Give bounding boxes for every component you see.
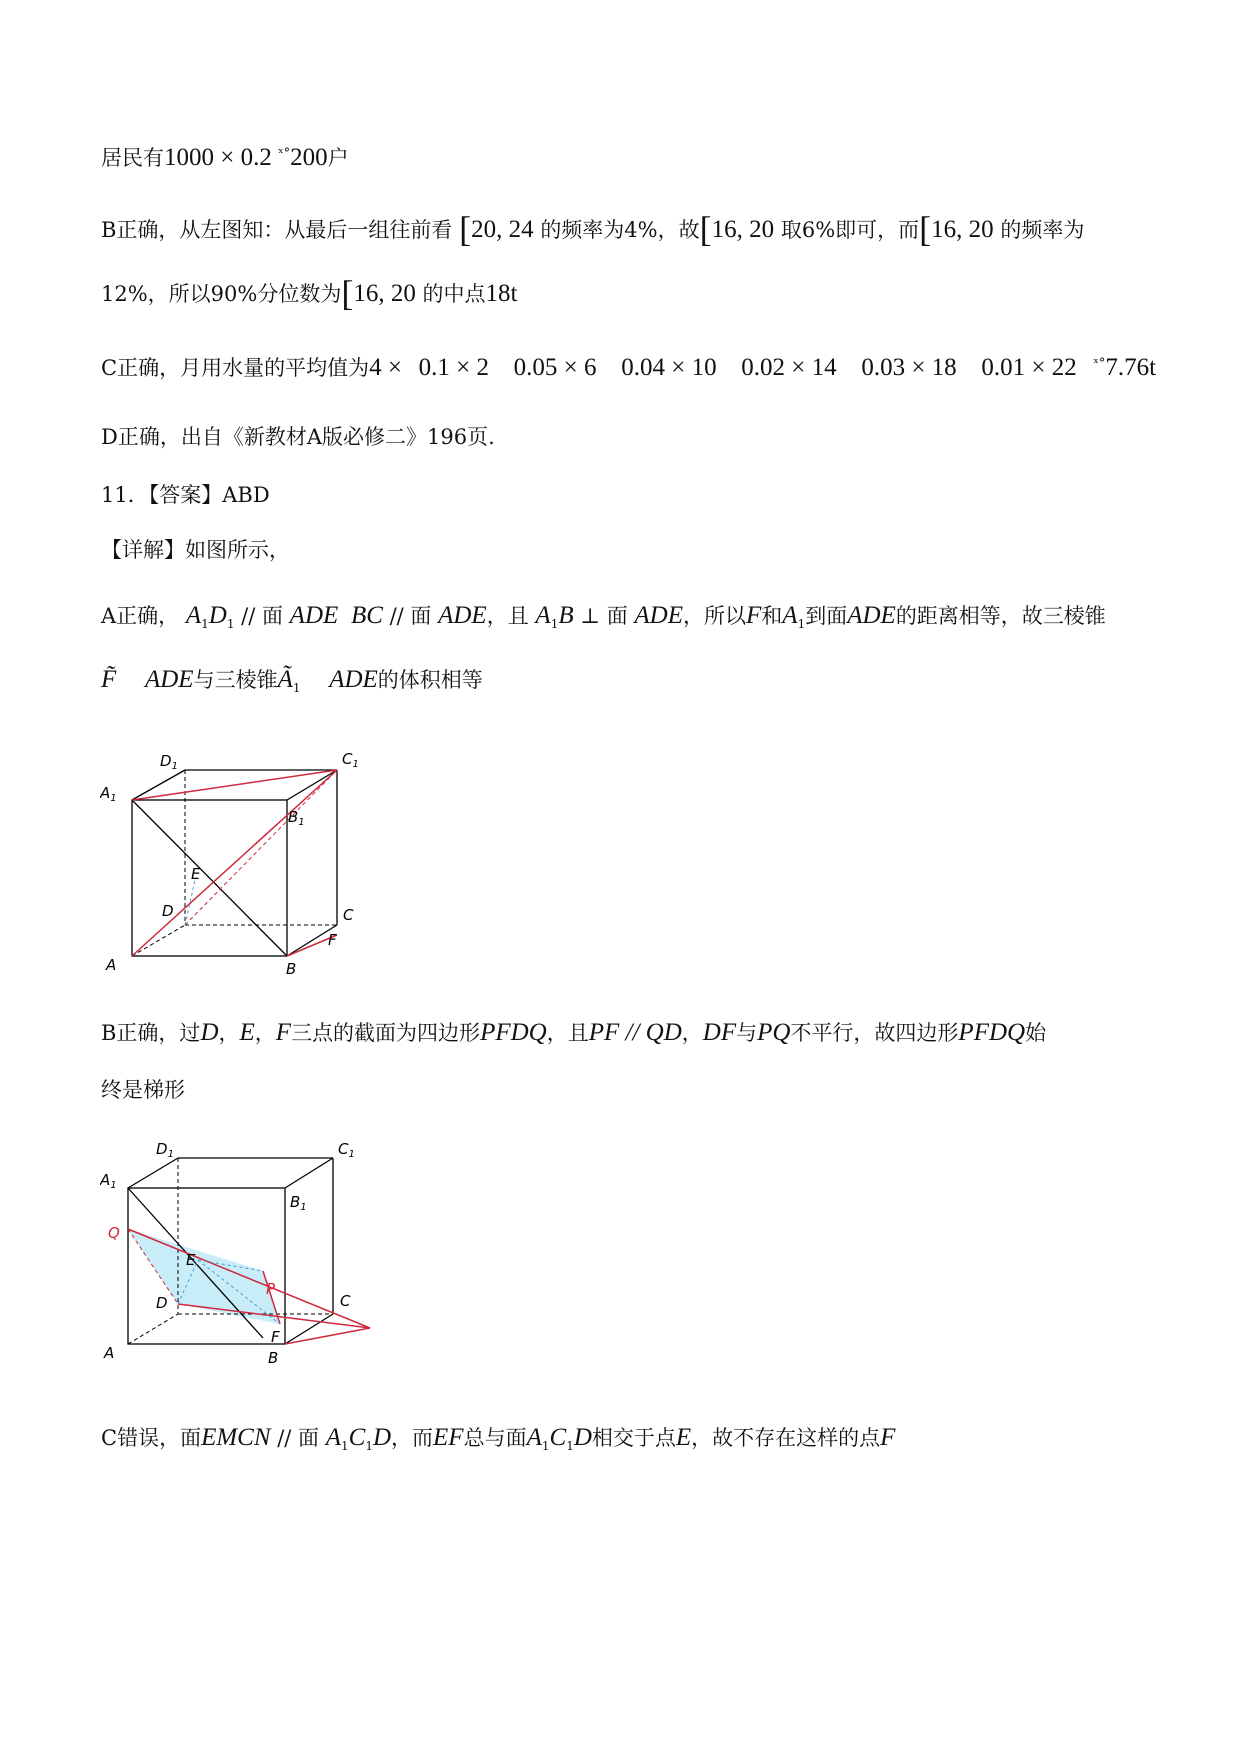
text: 与 — [736, 1021, 758, 1045]
math: EF — [433, 1424, 464, 1451]
interval-bracket: [ — [699, 209, 712, 249]
math: 200 — [290, 144, 328, 171]
math: C — [549, 1424, 567, 1451]
hidden-edge — [128, 1314, 178, 1344]
math: ADE — [438, 602, 487, 629]
line-option-c-false — [101, 1422, 895, 1455]
label-b1: $B_1$ — [288, 808, 305, 828]
math: 0.03 × 18 — [861, 354, 957, 381]
line-option-b — [101, 206, 1084, 253]
math: 0.04 × 10 — [621, 354, 717, 381]
subscript: 1 — [226, 617, 235, 632]
math: EMCN — [201, 1424, 271, 1451]
cube-figure-2 — [100, 1128, 410, 1373]
answer-line — [101, 482, 270, 509]
label-q: Q — [108, 1224, 120, 1242]
label-p: P — [266, 1280, 276, 1298]
hidden-edge — [132, 925, 185, 956]
math: PQ — [757, 1019, 791, 1046]
subscript: 1 — [292, 681, 301, 696]
label-a: A — [106, 956, 117, 974]
label-c1: $C_1$ — [338, 1140, 355, 1160]
text: // 面 — [234, 604, 290, 628]
interval: 16, 20 — [353, 280, 416, 307]
text: ， — [254, 1021, 276, 1045]
math: PF // QD — [588, 1019, 682, 1046]
math: D — [200, 1019, 219, 1046]
label-c1: $C_1$ — [342, 750, 359, 770]
math: A — [185, 602, 202, 629]
top-left-edge — [128, 1158, 178, 1188]
red-dashed — [185, 770, 337, 925]
text: 的频率为4%，故 — [540, 218, 700, 242]
interval: 16, 20 — [931, 216, 994, 243]
text: A正确， — [101, 604, 180, 628]
text: 与三棱锥 — [193, 668, 278, 692]
math: ADE — [144, 666, 194, 693]
math: A — [535, 602, 551, 629]
math: PFDQ — [958, 1019, 1026, 1046]
text: 和 — [761, 604, 783, 628]
top-right-edge — [287, 770, 337, 800]
math: 0.02 × 14 — [741, 354, 837, 381]
text: 的体积相等 — [377, 668, 483, 692]
text: ， — [681, 1021, 703, 1045]
label-b: B — [268, 1349, 279, 1367]
math: 0.05 × 6 — [513, 354, 597, 381]
text: 不平行，故四边形 — [790, 1021, 959, 1045]
text: // 面 — [270, 1426, 326, 1450]
text: 相交于点 — [591, 1426, 676, 1450]
text: ，而 — [391, 1426, 434, 1450]
line-option-c-mean — [101, 352, 1156, 385]
text: 终是梯形 — [101, 1078, 185, 1102]
text: ，故不存在这样的点 — [691, 1426, 881, 1450]
text: 到面 — [805, 604, 848, 628]
cube-figure-1 — [100, 740, 380, 980]
label-f: F — [271, 1328, 280, 1346]
math: PFDQ — [480, 1019, 547, 1046]
subscript: 1 — [341, 1439, 349, 1454]
interval-bracket: [ — [459, 209, 472, 249]
interval: 16, 20 — [711, 216, 775, 243]
text: ， — [218, 1021, 240, 1045]
math: 7.76t — [1105, 354, 1157, 381]
line-option-a — [101, 600, 1106, 633]
top-right-edge — [285, 1158, 333, 1188]
interval-bracket: [ — [919, 209, 932, 249]
math: E — [675, 1424, 692, 1451]
math: 0.01 × 22 — [981, 354, 1077, 381]
text: ⊥ 面 — [573, 604, 635, 628]
line-option-a-cont — [101, 664, 483, 697]
math: A — [325, 1424, 341, 1451]
text: 户 — [327, 146, 349, 170]
text: ，所以 — [683, 604, 746, 628]
label-d: D — [156, 1294, 168, 1312]
text: 取6%即可，而 — [780, 218, 920, 242]
math: ADE — [329, 666, 378, 693]
text: 总与面 — [463, 1426, 527, 1450]
math: F — [880, 1424, 896, 1451]
text: C正确，月用水量的平均值为 — [101, 356, 370, 380]
label-c: C — [343, 906, 354, 924]
label-f: F — [328, 931, 337, 949]
label-a1: $A_1$ — [100, 784, 117, 804]
math: 0.1 × 2 — [418, 354, 489, 381]
math: F — [746, 602, 762, 629]
text: 始 — [1025, 1021, 1047, 1045]
math: DF — [702, 1019, 737, 1046]
line-percentile — [101, 270, 518, 317]
text: 三点的截面为四边形 — [291, 1021, 481, 1045]
math: E — [239, 1019, 255, 1046]
label-a: A — [104, 1344, 115, 1362]
math: D — [208, 602, 227, 629]
text: 11．【答案】ABD — [101, 483, 270, 507]
line-option-b-section — [101, 1017, 1046, 1050]
line-option-d — [101, 424, 495, 451]
math-mark: ˣ° — [1093, 356, 1106, 371]
math: ADE — [634, 602, 683, 629]
text: ，且 — [546, 1021, 589, 1045]
diagonal-a1-b — [132, 800, 287, 956]
math: C — [348, 1424, 366, 1451]
explanation-heading — [101, 537, 290, 564]
label-e: E — [191, 865, 201, 883]
math: ADE — [847, 602, 896, 629]
math: BC — [350, 602, 383, 629]
interval-bracket: [ — [341, 273, 354, 313]
interval: 20, 24 — [471, 216, 534, 243]
label-c: C — [340, 1292, 351, 1310]
red-edge — [132, 770, 337, 956]
subscript: 1 — [541, 1439, 550, 1454]
text: B正确，过 — [101, 1021, 201, 1045]
subscript: 1 — [201, 617, 209, 632]
text: 12%，所以90%分位数为 — [101, 282, 342, 306]
math: F̃ — [101, 666, 117, 693]
math: 4 × — [369, 354, 402, 381]
text: C错误，面 — [101, 1426, 202, 1450]
label-b: B — [286, 960, 297, 978]
subscript: 1 — [797, 617, 806, 632]
math: B — [558, 602, 574, 629]
math: Ã — [277, 666, 293, 693]
math: F — [275, 1019, 292, 1046]
label-d1: $D_1$ — [156, 1140, 174, 1160]
math-mark: ˣ° — [278, 146, 291, 161]
math: 1000 × 0.2 — [164, 144, 279, 171]
label-d1: $D_1$ — [160, 752, 178, 772]
label-b1: $B_1$ — [290, 1193, 307, 1213]
math: D — [372, 1424, 392, 1451]
subscript: 1 — [566, 1439, 574, 1454]
text: 的中点 — [422, 282, 486, 306]
math: A — [526, 1424, 542, 1451]
text: B正确，从左图知：从最后一组往前看 — [101, 218, 453, 242]
subscript: 1 — [550, 617, 559, 632]
text: 的频率为 — [1000, 218, 1085, 242]
diagonal-a1-b — [128, 1188, 263, 1338]
section-fill — [128, 1229, 280, 1324]
text: 居民有 — [101, 146, 164, 170]
math: A — [782, 602, 798, 629]
math: 18t — [485, 280, 518, 307]
subscript: 1 — [365, 1439, 373, 1454]
math: D — [573, 1424, 592, 1451]
text: 【详解】如图所示， — [101, 538, 290, 562]
text: // 面 — [382, 604, 439, 628]
text: ，且 — [486, 604, 529, 628]
text: 的距离相等，故三棱锥 — [895, 604, 1106, 628]
line-households — [101, 142, 349, 175]
label-e: E — [186, 1251, 196, 1269]
line-option-b-cont — [101, 1077, 185, 1104]
label-a1: $A_1$ — [100, 1171, 117, 1191]
label-d: D — [162, 902, 174, 920]
text: D正确，出自《新教材A版必修二》196页. — [101, 425, 495, 449]
math: ADE — [289, 602, 339, 629]
red-edge — [132, 770, 337, 800]
